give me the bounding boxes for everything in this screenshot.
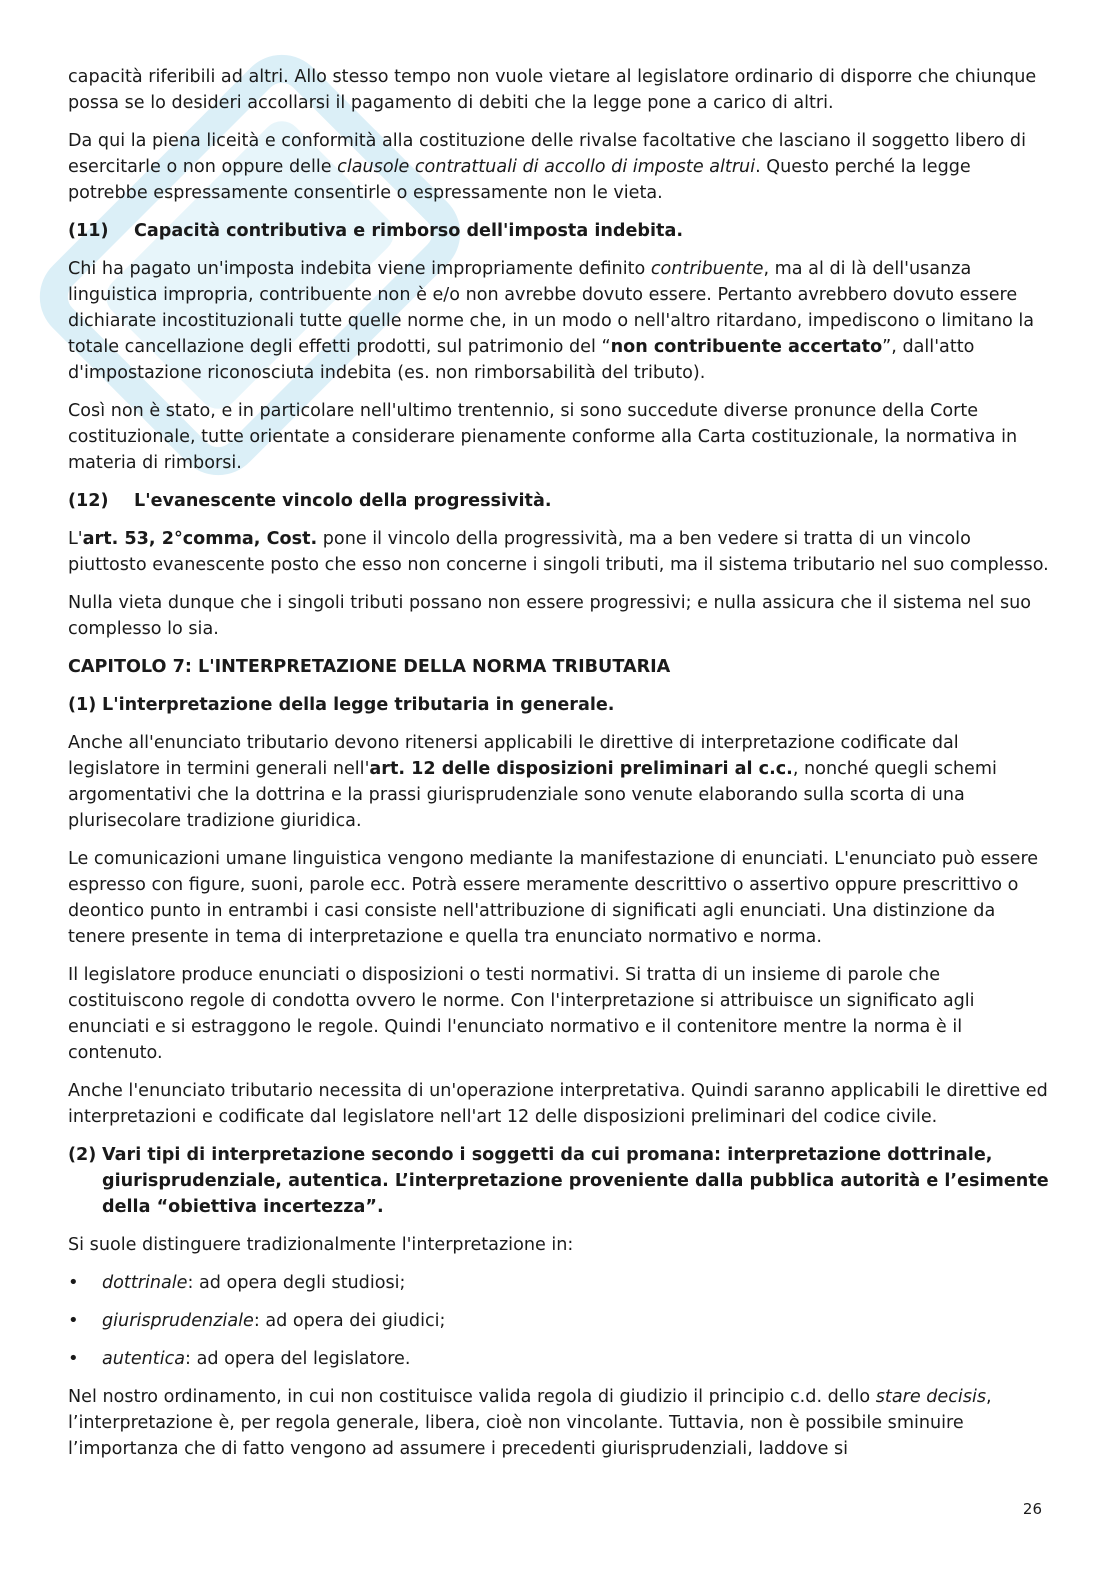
paragraph: Così non è stato, e in particolare nell'ultimo trentennio, si sono succedute diverse pronunce della Corte costituzionale, tutte orientate a considerare pienamente conforme alla Carta costituzionale, la normativa in materia di rimborsi.	[68, 401, 1018, 473]
paragraph: Anche all'enunciato tributario devono ritenersi applicabili le direttive di interpretazione codificate dal legislatore in termini generali nell'art. 12 delle disposizioni preliminari al c.c., nonché quegli schemi argomentativi che la dottrina e la prassi giurisprudenziale sono venute elaborando sulla scorta di una plurisecolare tradizione giuridica.	[68, 733, 997, 831]
paragraph: L'art. 53, 2°comma, Cost. pone il vincolo della progressività, ma a ben vedere si tratta di un vincolo piuttosto evanescente posto che esso non concerne i singoli tributi, ma il sistema tributario nel suo complesso.	[68, 529, 1049, 575]
list-item: • giurisprudenziale: ad opera dei giudici;	[68, 1308, 1053, 1334]
section-heading-2: (2) Vari tipi di interpretazione secondo i soggetti da cui promana: interpretazione dottrinale, giurisprudenziale, autentica. L’interpretazione proveniente dalla pubblica autorità e l’esimente della “obiettiva incertezza”.	[68, 1145, 1049, 1217]
paragraph: Anche l'enunciato tributario necessita di un'operazione interpretativa. Quindi saranno applicabili le direttive ed interpretazioni e codificate dal legislatore nell'art 12 delle disposizioni preliminari del codice civile.	[68, 1081, 1048, 1127]
page-body	[68, 64, 1053, 1474]
bullet-icon	[68, 1346, 102, 1372]
paragraph: Le comunicazioni umane linguistica vengono mediante la manifestazione di enunciati. L'enunciato può essere espresso con figure, suoni, parole ecc. Potrà essere meramente descrittivo o assertivo oppure prescrittivo o deontico punto in entrambi i casi consiste nell'attribuzione di significati agli enunciati. Una distinzione da tenere presente in tema di interpretazione e quella tra enunciato normativo e norma.	[68, 849, 1039, 947]
paragraph: Il legislatore produce enunciati o disposizioni o testi normativi. Si tratta di un insieme di parole che costituiscono regole di condotta ovvero le norme. Con l'interpretazione si attribuisce un significato agli enunciati e si estraggono le regole. Quindi l'enunciato normativo e il contenitore mentre la norma è il contenuto.	[68, 965, 975, 1063]
bullet-icon	[68, 1308, 102, 1334]
paragraph: Si suole distinguere tradizionalmente l'interpretazione in:	[68, 1235, 574, 1255]
interpretation-types-list	[68, 1270, 1053, 1372]
paragraph: capacità riferibili ad altri. Allo stesso tempo non vuole vietare al legislatore ordinario di disporre che chiunque possa se lo desideri accollarsi il pagamento di debiti che la legge pone a carico di altri.	[68, 67, 1037, 113]
chapter-heading: CAPITOLO 7: L'INTERPRETAZIONE DELLA NORMA TRIBUTARIA	[68, 657, 671, 677]
bullet-icon	[68, 1270, 102, 1296]
paragraph: Nulla vieta dunque che i singoli tributi possano non essere progressivi; e nulla assicura che il sistema nel suo complesso lo sia.	[68, 593, 1032, 639]
section-heading-1: (1) L'interpretazione della legge tributaria in generale.	[68, 695, 615, 715]
page-number: 26	[1022, 1500, 1042, 1518]
list-item: • autentica: ad opera del legislatore.	[68, 1346, 1053, 1372]
paragraph: Nel nostro ordinamento, in cui non costituisce valida regola di giudizio il principio c.d. dello stare decisis, l’interpretazione è, per regola generale, libera, cioè non vincolante. Tuttavia, non è possibile sminuire l’importanza che di fatto vengono ad assumere i precedenti giurisprudenziali, laddove si	[68, 1387, 992, 1459]
list-item: • dottrinale: ad opera degli studiosi;	[68, 1270, 1053, 1296]
section-heading-12: (12) L'evanescente vincolo della progressività.	[68, 491, 552, 511]
paragraph: Chi ha pagato un'imposta indebita viene impropriamente definito contribuente, ma al di là dell'usanza linguistica impropria, contribuente non è e/o non avrebbe dovuto essere. Pertanto avrebbero dovuto essere dichiarate incostituzionali tutte quelle norme che, in un modo o nell'altro ritardano, impediscono o limitano la totale cancellazione degli effetti prodotti, sul patrimonio del “non contribuente accertato”, dall'atto d'impostazione riconosciuta indebita (es. non rimborsabilità del tributo).	[68, 259, 1035, 383]
paragraph: Da qui la piena liceità e conformità alla costituzione delle rivalse facoltative che lasciano il soggetto libero di esercitarle o non oppure delle clausole contrattuali di accollo di imposte altrui. Questo perché la legge potrebbe espressamente consentirle o espressamente non le vieta.	[68, 131, 1026, 203]
section-heading-11: (11) Capacità contributiva e rimborso dell'imposta indebita.	[68, 221, 684, 241]
